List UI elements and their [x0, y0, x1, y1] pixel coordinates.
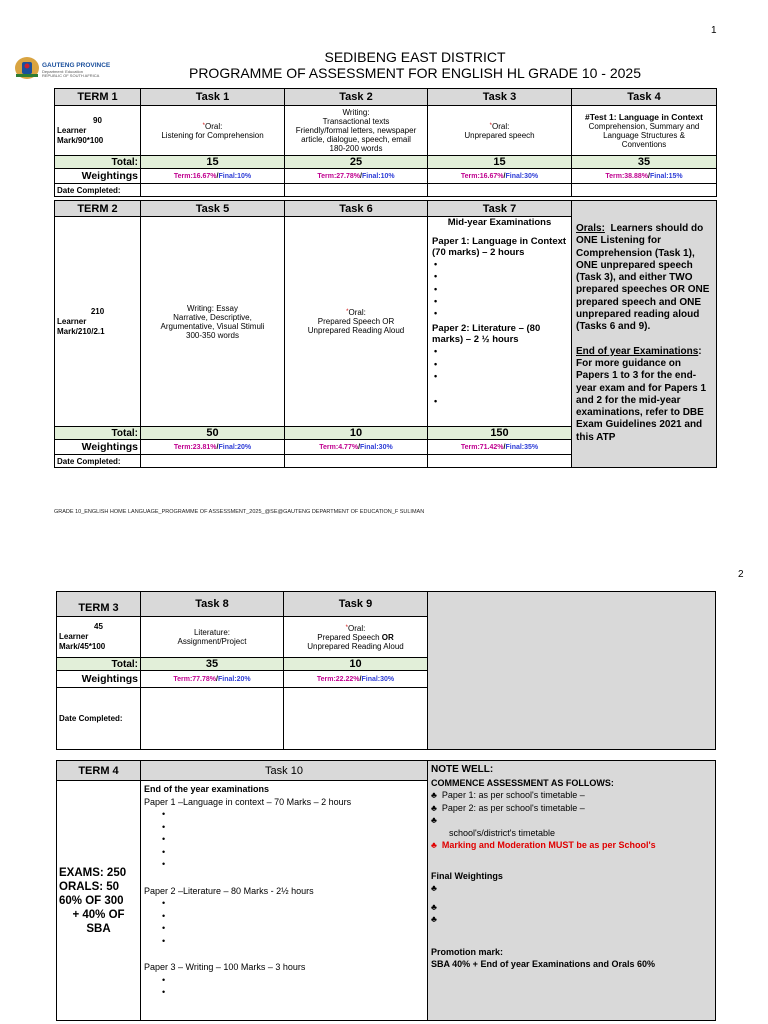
paper2-info: Paper 2: Literature – (80 marks) – 2 ½ hours — [432, 323, 541, 346]
paper3-bullets: • • — [162, 974, 166, 997]
district-title: SEDIBENG EAST DISTRICT — [324, 49, 506, 65]
task5-weighting: Term:23.81%/Final:20% — [141, 440, 285, 455]
task5-total: 50 — [141, 427, 285, 440]
page-number: 1 — [711, 25, 717, 36]
task7-date[interactable] — [428, 455, 572, 468]
weightings-label: Weightings — [55, 440, 141, 455]
page-footer: GRADE 10_ENGLISH HOME LANGUAGE_PROGRAMME OF ASSESSMENT_2025_@SE@GAUTENG DEPARTMENT OF EDUCATION_F SULIMAN — [54, 509, 425, 515]
total-label: Total: — [55, 156, 141, 169]
task8-date[interactable] — [141, 688, 284, 750]
paper2-bullets: • • • • — [162, 898, 166, 946]
task6-total: 10 — [285, 427, 428, 440]
task3-description: *Oral: Unprepared speech — [428, 106, 572, 156]
task3-weighting: Term:16.67%/Final:30% — [428, 169, 572, 184]
task4-header: Task 4 — [572, 89, 717, 106]
note-well-panel: NOTE WELL: COMMENCE ASSESSMENT AS FOLLOWS: ♣ Paper 1: as per school's timetable – ♣ Paper 2: as per school's timetable – ♣ school's/district's timetable ♣ Marking and Moderation MUST be as per School's Final Weightings ♣ ♣ ♣ Promotion mark: SBA 40% + End of year Examinations and Orals 60% — [428, 761, 716, 1021]
task1-date[interactable] — [141, 184, 285, 197]
task2-header: Task 2 — [285, 89, 428, 106]
task9-total: 10 — [284, 658, 428, 671]
programme-title: PROGRAMME OF ASSESSMENT FOR ENGLISH HL GRADE 10 - 2025 — [188, 65, 641, 81]
paper1-bullets: • • • • • — [434, 259, 438, 319]
date-completed-label: Date Completed: — [55, 184, 141, 197]
task10-description — [141, 781, 428, 1021]
date-completed-label: Date Completed: — [55, 455, 141, 468]
task8-header: Task 8 — [141, 592, 284, 617]
task3-total: 15 — [428, 156, 572, 169]
task9-description: *Oral: Prepared Speech OR Unprepared Reading Aloud — [284, 617, 428, 658]
total-label: Total: — [55, 427, 141, 440]
logo-subtext: Department: Education REPUBLIC OF SOUTH AFRICA — [42, 69, 100, 78]
task9-header: Task 9 — [284, 592, 428, 617]
task1-weighting: Term:16.67%/Final:10% — [141, 169, 285, 184]
term4-table — [56, 760, 716, 1021]
total-label: Total: — [57, 658, 141, 671]
page-title — [100, 49, 730, 81]
task5-date[interactable] — [141, 455, 285, 468]
term2-header: TERM 2 — [55, 201, 141, 217]
task9-date[interactable] — [284, 688, 428, 750]
term2-table — [54, 200, 717, 468]
weightings-label: Weightings — [57, 671, 141, 688]
task3-header: Task 3 — [428, 89, 572, 106]
page-number: 2 — [738, 569, 744, 580]
task1-description: *Oral: Listening for Comprehension — [141, 106, 285, 156]
task4-date[interactable] — [572, 184, 717, 197]
learner-mark: 210 Learner Mark/210/2.1 — [55, 217, 141, 427]
gauteng-logo — [14, 54, 114, 82]
paper3-line: Paper 3 – Writing – 100 Marks – 3 hours — [144, 962, 306, 972]
exams-summary: EXAMS: 250 ORALS: 50 60% OF 300 + 40% OF SBA — [57, 781, 141, 1021]
task6-description: *Oral: Prepared Speech OR Unprepared Reading Aloud — [285, 217, 428, 427]
term3-table — [56, 591, 716, 750]
task6-weighting: Term:4.77%/Final:30% — [285, 440, 428, 455]
paper2-line: Paper 2 –Literature – 80 Marks - 2½ hours — [144, 885, 314, 896]
task4-description: #Test 1: Language in Context Comprehension, Summary and Language Structures & Conventions — [572, 106, 717, 156]
term1-header: TERM 1 — [55, 89, 141, 106]
orals-note: Orals: Learners should do ONE Listening for Comprehension (Task 1), ONE unprepared speech (Task 3), and either TWO prepared speeches OR ONE prepared speech and ONE unprepared reading aloud (Tasks 6 and 9). End of year Examinations: For more guidance on Papers 1 to 3 for the end-year exam and for Papers 1 and 2 for the mid-year examinations, refer to DBE Exam Guidelines 2021 and this ATP — [572, 201, 717, 468]
task8-description: Literature: Assignment/Project — [141, 617, 284, 658]
term4-header: TERM 4 — [57, 761, 141, 781]
task8-total: 35 — [141, 658, 284, 671]
paper1-info: Paper 1: Language in Context (70 marks) – 2 hours — [432, 236, 567, 258]
task9-weighting: Term:22.22%/Final:30% — [284, 671, 428, 688]
paper1-line: Paper 1 –Language in context – 70 Marks – 2 hours — [144, 796, 352, 807]
task4-total: 35 — [572, 156, 717, 169]
task2-weighting: Term:27.78%/Final:10% — [285, 169, 428, 184]
task2-description: Writing: Transactional texts Friendly/formal letters, newspaper article, dialogue, speech, email 180-200 words — [285, 106, 428, 156]
task1-header: Task 1 — [141, 89, 285, 106]
logo-text: GAUTENG PROVINCE — [42, 62, 111, 69]
task2-date[interactable] — [285, 184, 428, 197]
task5-header: Task 5 — [141, 201, 285, 217]
learner-mark: 90 Learner Mark/90*100 — [55, 106, 141, 156]
coat-of-arms-icon — [14, 56, 40, 80]
paper2-bullets: • • • • — [434, 346, 438, 406]
task2-total: 25 — [285, 156, 428, 169]
task7-header: Task 7 — [428, 201, 572, 217]
date-completed-label: Date Completed: — [57, 688, 141, 750]
term3-blank-panel — [428, 592, 716, 750]
task6-header: Task 6 — [285, 201, 428, 217]
weightings-label: Weightings — [55, 169, 141, 184]
task10-header: Task 10 — [141, 761, 428, 781]
task7-total: 150 — [428, 427, 572, 440]
task3-date[interactable] — [428, 184, 572, 197]
paper1-bullets: • • • • • — [162, 809, 166, 869]
term3-header: TERM 3 — [57, 592, 141, 617]
learner-mark: 45 Learner Mark/45*100 — [57, 617, 141, 658]
term1-table — [54, 88, 717, 197]
task4-weighting: Term:38.88%/Final:15% — [572, 169, 717, 184]
end-year-title: End of the year examinations — [144, 784, 270, 794]
task1-total: 15 — [141, 156, 285, 169]
task7-weighting: Term:71.42%/Final:35% — [428, 440, 572, 455]
task8-weighting: Term:77.78%/Final:20% — [141, 671, 284, 688]
task7-description — [428, 217, 572, 427]
task6-date[interactable] — [285, 455, 428, 468]
mid-year-title: Mid-year Examinations — [447, 217, 552, 228]
task5-description: Writing: Essay Narrative, Descriptive, Argumentative, Visual Stimuli 300-350 words — [141, 217, 285, 427]
